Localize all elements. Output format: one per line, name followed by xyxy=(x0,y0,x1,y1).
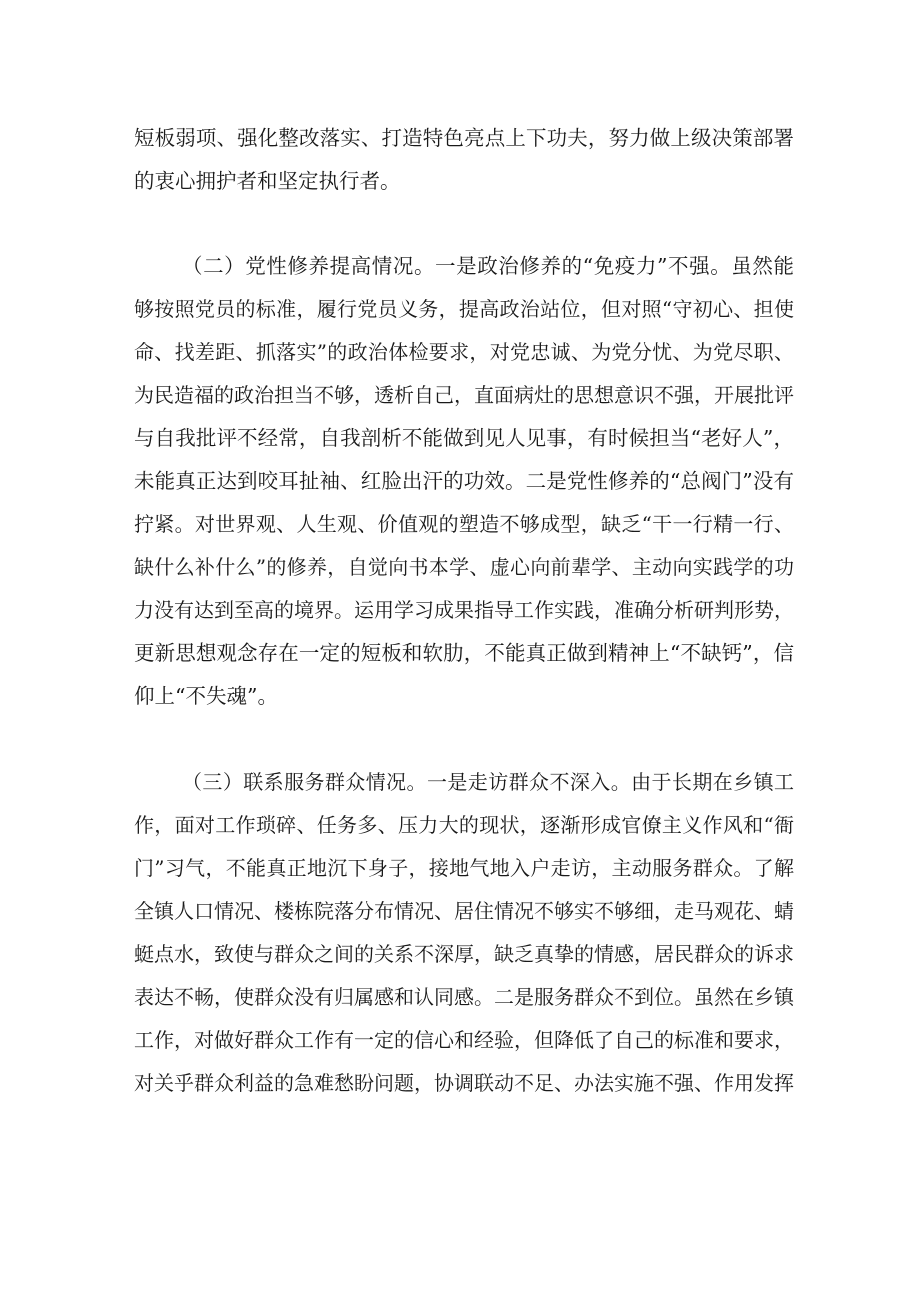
paragraph-2-line-3: 命、找差距、抓落实”的政治体检要求，对党忠诚、为党分忧、为党尽职、 xyxy=(134,340,794,364)
paragraph-3-line-1: （三）联系服务群众情况。一是走访群众不深入。由于长期在乡镇工 xyxy=(182,770,794,794)
paragraph-1-line-2: 的衷心拥护者和坚定执行者。 xyxy=(134,169,401,193)
paragraph-3-line-5: 蜓点水，致使与群众之间的关系不深厚，缺乏真挚的情感，居民群众的诉求 xyxy=(134,942,794,966)
paragraph-1-line-1: 短板弱项、强化整改落实、打造特色亮点上下功夫，努力做上级决策部署 xyxy=(134,126,794,150)
paragraph-2-line-1: （二）党性修养提高情况。一是政治修养的“免疫力”不强。虽然能 xyxy=(182,254,794,278)
paragraph-2-line-10: 更新思想观念存在一定的短板和软肋，不能真正做到精神上“不缺钙”，信 xyxy=(134,641,794,665)
paragraph-2-line-7: 拧紧。对世界观、人生观、价值观的塑造不够成型，缺乏“干一行精一行、 xyxy=(134,512,794,536)
paragraph-3-line-4: 全镇人口情况、楼栋院落分布情况、居住情况不够实不够细，走马观花、蜻 xyxy=(134,899,794,923)
paragraph-3-line-6: 表达不畅，使群众没有归属感和认同感。二是服务群众不到位。虽然在乡镇 xyxy=(134,985,794,1009)
paragraph-2-line-4: 为民造福的政治担当不够，透析自己，直面病灶的思想意识不强，开展批评 xyxy=(134,383,794,407)
paragraph-2-line-5: 与自我批评不经常，自我剖析不能做到见人见事，有时候担当“老好人”， xyxy=(134,426,794,450)
paragraph-2-line-8: 缺什么补什么”的修养，自觉向书本学、虚心向前辈学、主动向实践学的功 xyxy=(134,555,794,579)
paragraph-2-line-2: 够按照党员的标准，履行党员义务，提高政治站位，但对照“守初心、担使 xyxy=(134,297,794,321)
paragraph-3-line-2: 作，面对工作琐碎、任务多、压力大的现状，逐渐形成官僚主义作风和“衙 xyxy=(134,813,794,837)
paragraph-2-line-9: 力没有达到至高的境界。运用学习成果指导工作实践，准确分析研判形势， xyxy=(134,598,794,622)
paragraph-3-line-8: 对关乎群众利益的急难愁盼问题，协调联动不足、办法实施不强、作用发挥 xyxy=(134,1071,794,1095)
paragraph-3-line-7: 工作，对做好群众工作有一定的信心和经验，但降低了自己的标准和要求， xyxy=(134,1028,794,1052)
paragraph-3-line-3: 门”习气，不能真正地沉下身子，接地气地入户走访，主动服务群众。了解 xyxy=(134,856,794,880)
paragraph-2-line-6: 未能真正达到咬耳扯袖、红脸出汗的功效。二是党性修养的“总阀门”没有 xyxy=(134,469,794,493)
paragraph-2-line-11: 仰上“不失魂”。 xyxy=(134,684,278,708)
